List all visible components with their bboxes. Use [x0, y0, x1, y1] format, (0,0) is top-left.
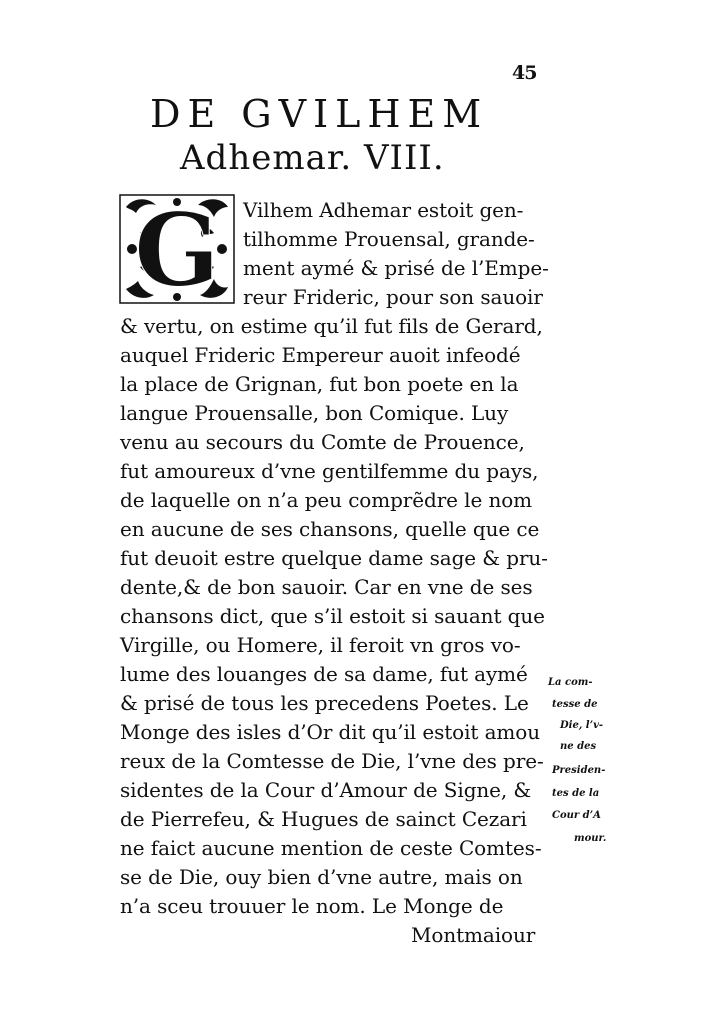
text-line: la place de Grignan, fut bon poete en la: [120, 372, 519, 396]
text-line: lume des louanges de sa dame, fut aymé: [120, 662, 528, 686]
margin-note-line: La com-: [548, 677, 593, 688]
text-line: en aucune de ses chansons, quelle que ce: [120, 517, 540, 541]
margin-note-line: mour.: [574, 833, 607, 844]
text-line: de laquelle on n’a peu comprẽdre le nom: [120, 488, 533, 512]
catchword: Montmaiour: [411, 923, 536, 947]
page-number: 45: [512, 62, 537, 84]
margin-note-line: Presiden-: [552, 765, 606, 776]
text-line: se de Die, ouy bien d’vne autre, mais on: [120, 865, 523, 889]
text-line: tilhomme Prouensal, grande-: [243, 227, 535, 251]
text-line: reux de la Comtesse de Die, l’vne des pre-: [120, 749, 544, 773]
text-line: ment aymé & prisé de l’Empe-: [243, 256, 549, 280]
text-line: chansons dict, que s’il estoit si sauant que: [120, 604, 545, 628]
text-line: ne faict aucune mention de ceste Comtes-: [120, 836, 542, 860]
margin-note-line: tesse de: [552, 699, 598, 710]
text-line: venu au secours du Comte de Prouence,: [120, 430, 525, 454]
text-line: Monge des isles d’Or dit qu’il estoit amou: [120, 720, 541, 744]
text-line: Virgille, ou Homere, il feroit vn gros vo-: [120, 633, 521, 657]
chapter-title-line-2: Adhemar. VIII.: [180, 138, 445, 178]
ornamental-drop-cap: [118, 193, 236, 305]
text-line: fut deuoit estre quelque dame sage & pru-: [120, 546, 548, 570]
text-line: sidentes de la Cour d’Amour de Signe, &: [120, 778, 532, 802]
text-line: Vilhem Adhemar estoit gen-: [243, 198, 524, 222]
margin-note-line: tes de la: [552, 788, 600, 799]
text-line: fut amoureux d’vne gentilfemme du pays,: [120, 459, 539, 483]
text-line: langue Prouensalle, bon Comique. Luy: [120, 401, 509, 425]
chapter-title-line-1: DE GVILHEM: [150, 92, 489, 136]
drop-cap-letter: G: [134, 193, 220, 305]
text-line: de Pierrefeu, & Hugues de sainct Cezari: [120, 807, 527, 831]
text-line: & prisé de tous les precedens Poetes. Le: [120, 691, 529, 715]
text-line: n’a sceu trouuer le nom. Le Monge de: [120, 894, 504, 918]
margin-note-line: Die, l’v-: [560, 720, 604, 731]
text-line: dente,& de bon sauoir. Car en vne de ses: [120, 575, 533, 599]
text-line: & vertu, on estime qu’il fut fils de Gerard,: [120, 314, 543, 338]
text-line: auquel Frideric Empereur auoit infeodé: [120, 343, 521, 367]
margin-note-line: Cour d’A: [552, 810, 601, 821]
margin-note-line: ne des: [560, 741, 597, 752]
text-line: reur Frideric, pour son sauoir: [243, 285, 543, 309]
